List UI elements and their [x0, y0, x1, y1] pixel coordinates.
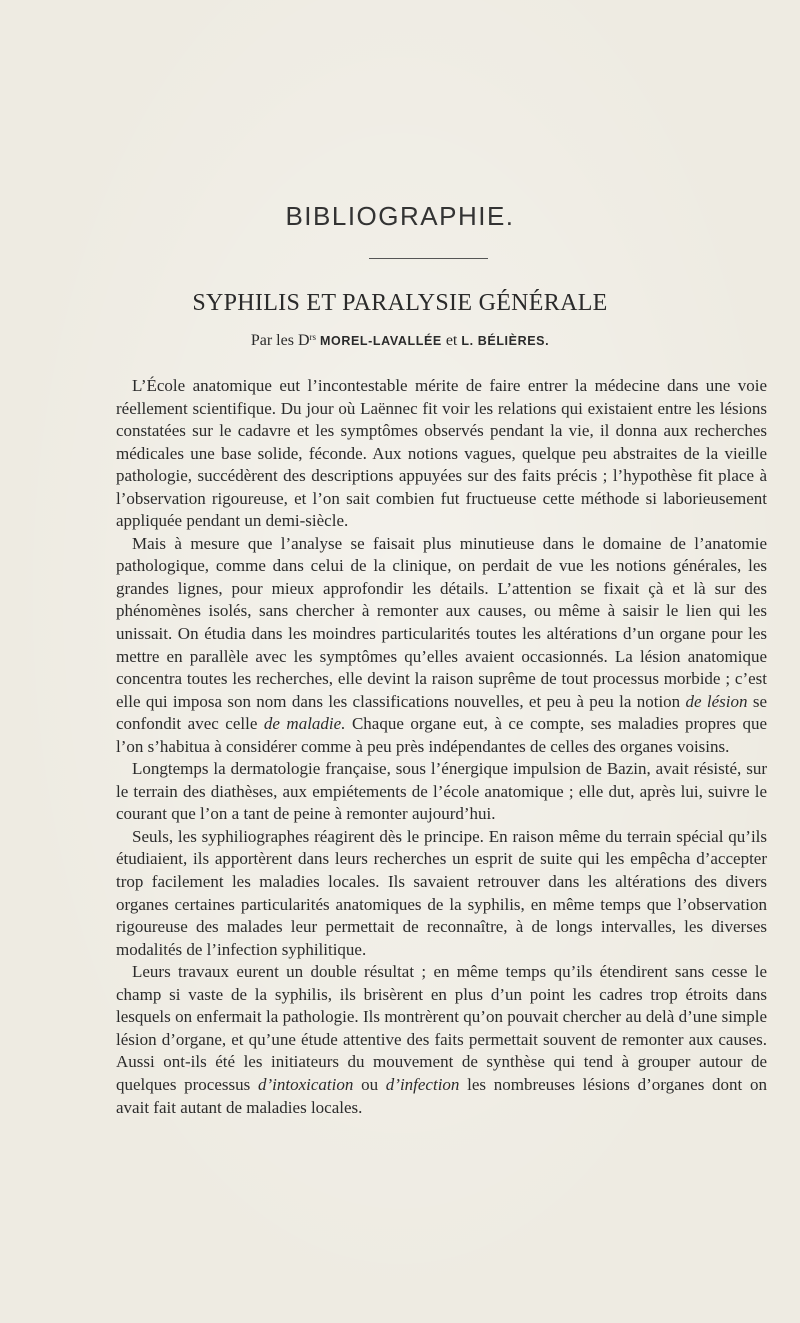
article-byline	[0, 332, 800, 350]
emphasis-text: de maladie.	[263, 714, 346, 734]
paragraph-text: Longtemps la dermatologie française, sous l’énergique impulsion de Bazin, avait résisté, sur le terrain des diathèses, aux empiétements de l’école anatomique ; elle dut, après lui, suivre le courant que l’on a tant de peine à remonter aujourd’hui.	[116, 759, 767, 824]
byline-conjunction: et	[445, 332, 458, 349]
article-title: SYPHILIS ET PARALYSIE GÉNÉRALE	[192, 290, 608, 316]
paragraph	[116, 375, 767, 533]
paragraph-text: Leurs travaux eurent un double résultat ; en même temps qu’ils étendirent sans cesse le champ si vaste de la syphilis, ils brisèrent en plus d’un point les cadres trop étroits dans lesquels on enfermait la pathologie. Ils montrèrent qu’on pouvait chercher au delà d’une simple lésion d’organe, et qu’une étude attentive des faits permettait souvent de remonter aux causes. Aussi ont-ils été les initiateurs du mouvement de synthèse qui tend à grouper autour de quelques processus	[116, 962, 767, 1094]
paragraph-text: Chaque organe eut, à ce compte, ses maladies propres que l’on s’habitua à considérer comme à peu près indépendantes de celles des organes voisins.	[116, 714, 767, 756]
paragraph-text: Mais à mesure que l’analyse se faisait plus minutieuse dans le domaine de l’anatomie pathologique, comme dans celui de la clinique, on perdait de vue les notions générales, les grandes lignes, pour mieux approfondir les détails. L’attention se fixait çà et là sur des phénomènes isolés, sans chercher à remonter aux causes, ou même à saisir le lien qui les unissait. On étudia dans les moindres particularités toutes les altérations d’un organe pour les mettre en parallèle avec les symptômes qu’elles avaient occasionnés. La lésion anatomique concentra toutes les recherches, elle devint la raison suprême de tout processus morbide ; c’est elle qui imposa son nom dans les classifications nouvelles, et peu à peu la notion	[116, 533, 767, 711]
paragraph-text: les nombreuses lésions d’organes dont on avait fait autant de maladies locales.	[116, 1074, 768, 1117]
author-name: MOREL-LAVALLÉE	[320, 334, 442, 348]
paragraph	[116, 533, 767, 758]
paragraph	[116, 758, 767, 826]
paragraph-text: L’École anatomique eut l’incontestable mérite de faire entrer la médecine dans une voie réellement scientifique. Du jour où Laënnec fit voir les relations qui existaient entre les lésions constatées sur le cadavre et les symptômes observés pendant la vie, il donna aux recherches médicales une base solide, féconde. Aux notions vagues, quelque peu abstraites de la vieille pathologie, succédèrent des descriptions appuyées sur des faits précis ; l’hypothèse fit place à l’observation rigoureuse, et l’on sait combien fut fructueuse cette méthode si laborieusement appliquée pendant un demi-siècle.	[116, 376, 767, 531]
paragraph-text: Seuls, les syphiliographes réagirent dès le principe. En raison même du terrain spécial qu’ils étudiaient, ils apportèrent dans leurs recherches un esprit de suite qui les empêcha d’accepter trop facilement les maladies locales. Ils savaient retrouver dans les altérations des divers organes certaines particularités anatomiques de la syphilis, en même temps que l’observation rigoureuse des malades leur permettait de reconnaître, à de longs intervalles, les diverses modalités de l’infection syphilitique.	[116, 826, 767, 959]
article-body	[116, 375, 767, 1119]
byline-prefix: Par les D	[250, 332, 310, 349]
paragraph	[116, 961, 767, 1119]
emphasis-text: d’infection	[385, 1074, 460, 1094]
author-name: L. BÉLIÈRES.	[461, 334, 550, 348]
paragraph	[116, 826, 767, 961]
emphasis-text: d’intoxication	[257, 1074, 354, 1094]
emphasis-text: de lésion	[685, 691, 748, 711]
section-heading: BIBLIOGRAPHIE.	[285, 201, 515, 231]
byline-prefix-sup: rs	[309, 332, 316, 342]
paragraph-text: ou	[361, 1074, 379, 1094]
title-divider	[369, 258, 488, 259]
paragraph-text: se confondit avec celle	[116, 691, 767, 734]
